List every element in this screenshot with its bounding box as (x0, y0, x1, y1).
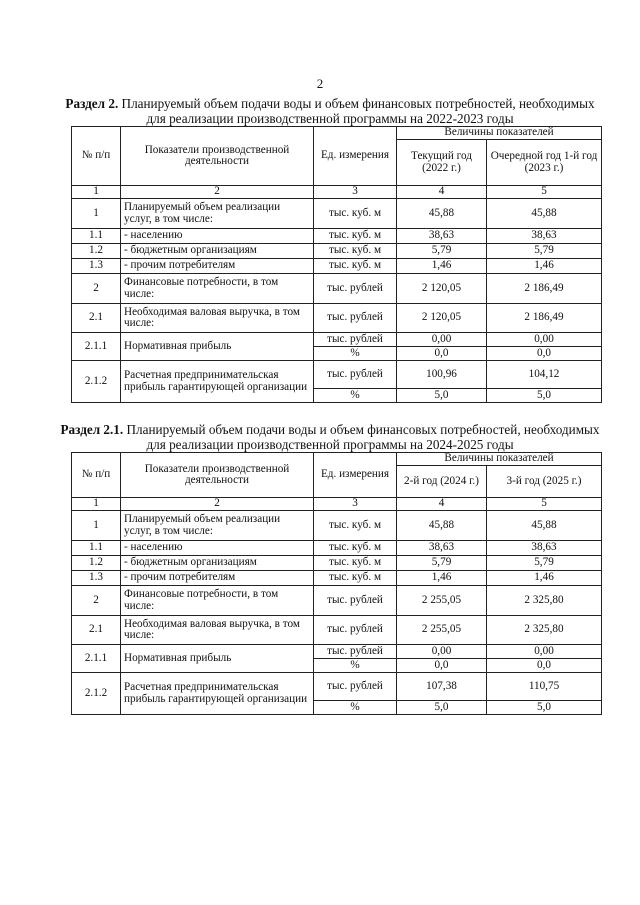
row-value: 5,79 (487, 244, 602, 259)
row-value: 38,63 (397, 229, 487, 244)
table-row (72, 304, 602, 333)
row-unit: % (314, 347, 397, 361)
page-number: 2 (316, 76, 324, 91)
row-code: 1.2 (72, 556, 121, 571)
row-value: 1,46 (397, 259, 487, 274)
row-label: Необходимая валовая выручка, в том числе: (121, 304, 314, 333)
header-row (72, 127, 602, 140)
row-value: 1,46 (397, 571, 487, 586)
section-2-1-title-text: Планируемый объем подачи воды и объем финансовых потребностей, необходимых для реализации производственной программы на 2024-2025 годы (126, 422, 600, 452)
table-row (72, 586, 602, 616)
row-code: 1.3 (72, 571, 121, 586)
col-header-unit: Ед. измерения (314, 453, 397, 498)
column-number-row (72, 186, 602, 199)
col-number: 1 (72, 186, 121, 199)
row-value: 2 120,05 (397, 304, 487, 333)
col-number: 5 (487, 186, 602, 199)
row-code: 2 (72, 274, 121, 304)
row-unit: тыс. куб. м (314, 571, 397, 586)
col-number: 5 (487, 498, 602, 511)
table-row (72, 571, 602, 586)
table-row (72, 541, 602, 556)
row-label: - бюджетным организациям (121, 556, 314, 571)
row-value: 0,0 (487, 659, 602, 673)
col-header-year-3: 3-й год (2025 г.) (487, 466, 602, 498)
col-header-num: № п/п (72, 127, 121, 186)
col-number: 4 (397, 186, 487, 199)
row-code: 2.1.2 (72, 361, 121, 403)
row-value: 2 120,05 (397, 274, 487, 304)
row-value: 2 186,49 (487, 304, 602, 333)
row-code: 1.3 (72, 259, 121, 274)
section-2-title-text: Планируемый объем подачи воды и объем финансовых потребностей, необходимых для реализации производственной программы на 2022-2023 годы (121, 96, 595, 126)
row-label: Нормативная прибыль (121, 645, 314, 673)
col-header-num: № п/п (72, 453, 121, 498)
row-value: 0,0 (397, 659, 487, 673)
table-row (72, 556, 602, 571)
col-header-name: Показатели производственной деятельности (121, 127, 314, 186)
row-value: 1,46 (487, 259, 602, 274)
col-number: 1 (72, 498, 121, 511)
row-unit: тыс. рублей (314, 361, 397, 389)
row-label: - прочим потребителям (121, 259, 314, 274)
section-2-1-title (60, 422, 600, 452)
column-number-row (72, 498, 602, 511)
row-unit: % (314, 389, 397, 403)
col-header-year-next: Очередной год 1-й год (2023 г.) (487, 140, 602, 186)
row-unit: тыс. рублей (314, 616, 397, 645)
row-value: 45,88 (487, 511, 602, 541)
row-unit: тыс. куб. м (314, 556, 397, 571)
row-value: 0,00 (487, 333, 602, 347)
row-code: 1 (72, 199, 121, 229)
row-code: 1 (72, 511, 121, 541)
row-label: Расчетная предпринимательская прибыль гарантирующей организации (121, 673, 314, 715)
row-unit: тыс. рублей (314, 333, 397, 347)
col-header-unit: Ед. измерения (314, 127, 397, 186)
row-value: 2 255,05 (397, 616, 487, 645)
row-unit: тыс. куб. м (314, 511, 397, 541)
row-label: - бюджетным организациям (121, 244, 314, 259)
table-row (72, 511, 602, 541)
row-label: Расчетная предпринимательская прибыль гарантирующей организации (121, 361, 314, 403)
row-unit: тыс. куб. м (314, 244, 397, 259)
row-code: 2.1 (72, 616, 121, 645)
row-value: 45,88 (397, 511, 487, 541)
row-code: 2.1.2 (72, 673, 121, 715)
row-value: 0,0 (397, 347, 487, 361)
table-row (72, 673, 602, 701)
row-value: 5,79 (487, 556, 602, 571)
row-unit: тыс. рублей (314, 645, 397, 659)
row-code: 2.1.1 (72, 645, 121, 673)
row-value: 1,46 (487, 571, 602, 586)
col-header-year-2: 2-й год (2024 г.) (397, 466, 487, 498)
row-value: 5,79 (397, 244, 487, 259)
row-value: 38,63 (487, 541, 602, 556)
row-value: 5,79 (397, 556, 487, 571)
row-unit: тыс. куб. м (314, 259, 397, 274)
section-2-title (60, 96, 600, 126)
table-row (72, 244, 602, 259)
row-unit: тыс. рублей (314, 304, 397, 333)
row-value: 2 325,80 (487, 586, 602, 616)
row-value: 100,96 (397, 361, 487, 389)
table-row (72, 229, 602, 244)
row-value: 5,0 (487, 701, 602, 715)
row-value: 0,00 (397, 333, 487, 347)
row-value: 5,0 (397, 701, 487, 715)
row-value: 45,88 (487, 199, 602, 229)
row-value: 5,0 (487, 389, 602, 403)
section-2-table (71, 126, 602, 403)
row-label: Планируемый объем реализации услуг, в том числе: (121, 511, 314, 541)
row-value: 38,63 (397, 541, 487, 556)
row-unit: тыс. рублей (314, 274, 397, 304)
table-row (72, 333, 602, 347)
header-row (72, 453, 602, 466)
row-label: Финансовые потребности, в том числе: (121, 586, 314, 616)
row-value: 104,12 (487, 361, 602, 389)
row-value: 45,88 (397, 199, 487, 229)
row-code: 1.1 (72, 229, 121, 244)
row-value: 2 255,05 (397, 586, 487, 616)
row-code: 1.2 (72, 244, 121, 259)
row-unit: % (314, 701, 397, 715)
row-label: - населению (121, 541, 314, 556)
row-unit: тыс. куб. м (314, 199, 397, 229)
row-value: 38,63 (487, 229, 602, 244)
row-code: 1.1 (72, 541, 121, 556)
row-value: 0,0 (487, 347, 602, 361)
col-number: 2 (121, 186, 314, 199)
col-number: 2 (121, 498, 314, 511)
row-label: Финансовые потребности, в том числе: (121, 274, 314, 304)
row-value: 0,00 (397, 645, 487, 659)
row-value: 107,38 (397, 673, 487, 701)
row-code: 2 (72, 586, 121, 616)
row-code: 2.1.1 (72, 333, 121, 361)
row-unit: тыс. куб. м (314, 541, 397, 556)
row-code: 2.1 (72, 304, 121, 333)
row-value: 110,75 (487, 673, 602, 701)
section-2-1-table (71, 452, 602, 715)
row-label: Необходимая валовая выручка, в том числе: (121, 616, 314, 645)
table-row (72, 645, 602, 659)
col-number: 4 (397, 498, 487, 511)
section-2-1-title-label: Раздел 2.1. (60, 422, 124, 437)
row-value: 0,00 (487, 645, 602, 659)
col-header-group: Величины показателей (397, 127, 602, 140)
row-label: Нормативная прибыль (121, 333, 314, 361)
row-value: 2 325,80 (487, 616, 602, 645)
col-header-year-current: Текущий год (2022 г.) (397, 140, 487, 186)
row-unit: тыс. рублей (314, 673, 397, 701)
row-label: Планируемый объем реализации услуг, в том числе: (121, 199, 314, 229)
row-label: - прочим потребителям (121, 571, 314, 586)
section-2-title-label: Раздел 2. (65, 96, 119, 111)
table-row (72, 616, 602, 645)
row-unit: тыс. куб. м (314, 229, 397, 244)
table-row (72, 199, 602, 229)
col-header-group: Величины показателей (397, 453, 602, 466)
col-header-name: Показатели производственной деятельности (121, 453, 314, 498)
row-unit: % (314, 659, 397, 673)
row-value: 5,0 (397, 389, 487, 403)
row-value: 2 186,49 (487, 274, 602, 304)
col-number: 3 (314, 186, 397, 199)
table-row (72, 259, 602, 274)
table-row (72, 361, 602, 389)
table-row (72, 274, 602, 304)
row-unit: тыс. рублей (314, 586, 397, 616)
row-label: - населению (121, 229, 314, 244)
col-number: 3 (314, 498, 397, 511)
